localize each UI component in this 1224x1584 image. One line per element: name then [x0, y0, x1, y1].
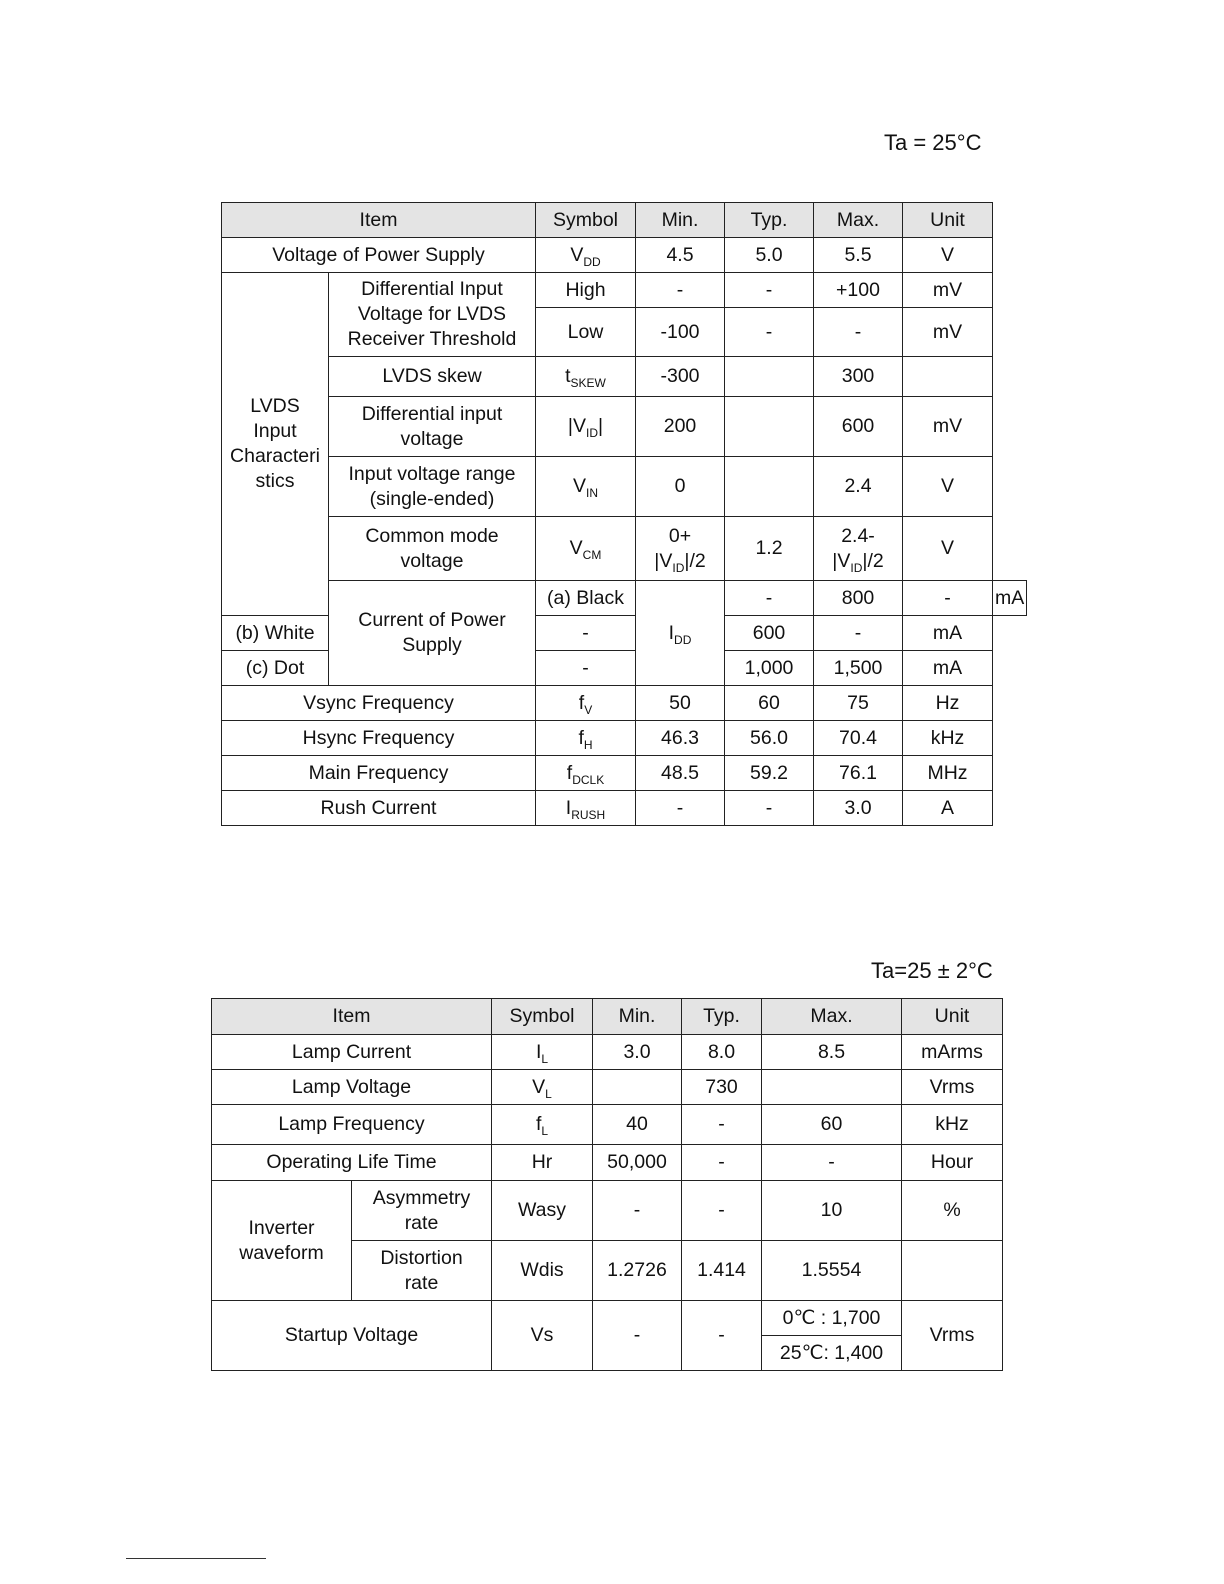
- row-symbol: $V_{DD}$: [536, 238, 636, 273]
- row-typ: -: [725, 308, 814, 357]
- row-max: 2.4- $|V_{ID}|/2$: [814, 517, 903, 581]
- row-min: -: [725, 581, 814, 616]
- row-symbol: Hr: [492, 1145, 593, 1181]
- row-unit: mA: [993, 581, 1027, 616]
- row-typ: 730: [682, 1070, 762, 1105]
- row-min: [593, 1070, 682, 1105]
- row-typ: 5.0: [725, 238, 814, 273]
- row-unit: mV: [903, 308, 993, 357]
- row-typ: [725, 397, 814, 457]
- row-min: -: [636, 791, 725, 826]
- header-row: [222, 203, 1027, 238]
- row-item: (c) Dot: [222, 651, 329, 686]
- row-item: Lamp Current: [212, 1035, 492, 1070]
- row-max: 60: [762, 1105, 902, 1145]
- row-max: 3.0: [814, 791, 903, 826]
- row-unit: mArms: [902, 1035, 1003, 1070]
- row-typ: 60: [725, 686, 814, 721]
- row-symbol: High: [536, 273, 636, 308]
- row-min: 0+ $|V_{ID}|/2$: [636, 517, 725, 581]
- header-item: Item: [212, 999, 492, 1035]
- row-item: (a) Black: [536, 581, 636, 616]
- row-unit: mA: [903, 651, 993, 686]
- row-min: -300: [636, 357, 725, 397]
- row-unit: Hour: [902, 1145, 1003, 1181]
- row-symbol: $f_H$: [536, 721, 636, 756]
- lvds-group-label: LVDS Input Characteri stics: [222, 273, 329, 616]
- row-typ: [725, 457, 814, 517]
- row-typ: 1,000: [725, 651, 814, 686]
- row-max: 1,500: [814, 651, 903, 686]
- row-typ: [725, 357, 814, 397]
- table-row: [222, 756, 1027, 791]
- row-unit: V: [903, 517, 993, 581]
- row-max: 10: [762, 1181, 902, 1241]
- row-symbol: $f_V$: [536, 686, 636, 721]
- header-symbol: Symbol: [536, 203, 636, 238]
- table-row: [222, 273, 1027, 308]
- header-typ: Typ.: [682, 999, 762, 1035]
- row-max: 76.1: [814, 756, 903, 791]
- row-symbol: $V_{CM}$: [536, 517, 636, 581]
- row-typ: 600: [725, 616, 814, 651]
- row-typ: -: [682, 1181, 762, 1241]
- row-unit: Vrms: [902, 1070, 1003, 1105]
- row-max: 70.4: [814, 721, 903, 756]
- footnote-divider: [126, 1558, 266, 1559]
- row-min: -100: [636, 308, 725, 357]
- table-row: [222, 517, 1027, 581]
- row-typ: -: [725, 273, 814, 308]
- row-symbol: $|V_{ID}|$: [536, 397, 636, 457]
- row-unit: mA: [903, 616, 993, 651]
- table-row: [212, 1105, 1003, 1145]
- row-max: -: [762, 1145, 902, 1181]
- row-item: Asymmetry rate: [352, 1181, 492, 1241]
- row-max: [762, 1070, 902, 1105]
- row-max: 2.4: [814, 457, 903, 517]
- header-unit: Unit: [902, 999, 1003, 1035]
- row-symbol: Low: [536, 308, 636, 357]
- row-symbol: $f_{DCLK}$: [536, 756, 636, 791]
- row-unit: kHz: [902, 1105, 1003, 1145]
- row-unit: Vrms: [902, 1301, 1003, 1371]
- row-max: 300: [814, 357, 903, 397]
- row-item: Main Frequency: [222, 756, 536, 791]
- table-row: [222, 686, 1027, 721]
- table-row: [222, 397, 1027, 457]
- header-item: Item: [222, 203, 536, 238]
- row-symbol: $f_L$: [492, 1105, 593, 1145]
- row-unit: V: [903, 457, 993, 517]
- row-max: 0℃ : 1,700: [762, 1301, 902, 1336]
- header-symbol: Symbol: [492, 999, 593, 1035]
- row-item: Input voltage range (single-ended): [329, 457, 536, 517]
- table-row: [212, 1145, 1003, 1181]
- row-unit: Hz: [903, 686, 993, 721]
- row-item: Distortion rate: [352, 1241, 492, 1301]
- row-item: Differential input voltage: [329, 397, 536, 457]
- row-typ: -: [682, 1105, 762, 1145]
- row-typ: -: [682, 1145, 762, 1181]
- table2-condition: Ta=25 ± 2°C: [871, 958, 993, 983]
- electrical-characteristics-table: [221, 202, 1027, 826]
- row-max: +100: [814, 273, 903, 308]
- row-typ: 800: [814, 581, 903, 616]
- row-min: 40: [593, 1105, 682, 1145]
- row-max: 75: [814, 686, 903, 721]
- row-typ: 59.2: [725, 756, 814, 791]
- header-max: Max.: [814, 203, 903, 238]
- threshold-item: Differential Input Voltage for LVDS Receiver Threshold: [329, 273, 536, 357]
- row-min: 46.3: [636, 721, 725, 756]
- row-item: Operating Life Time: [212, 1145, 492, 1181]
- row-max: 25℃: 1,400: [762, 1336, 902, 1371]
- row-typ: 56.0: [725, 721, 814, 756]
- row-typ: -: [725, 791, 814, 826]
- row-typ: 8.0: [682, 1035, 762, 1070]
- row-symbol: $V_{IN}$: [536, 457, 636, 517]
- row-min: -: [536, 651, 636, 686]
- header-typ: Typ.: [725, 203, 814, 238]
- row-min: 200: [636, 397, 725, 457]
- header-min: Min.: [593, 999, 682, 1035]
- header-unit: Unit: [903, 203, 993, 238]
- row-unit: [903, 357, 993, 397]
- table-row: [222, 357, 1027, 397]
- row-symbol: Wasy: [492, 1181, 593, 1241]
- row-unit: [902, 1241, 1003, 1301]
- row-item: Common mode voltage: [329, 517, 536, 581]
- row-item: Lamp Voltage: [212, 1070, 492, 1105]
- row-unit: V: [903, 238, 993, 273]
- row-item: Rush Current: [222, 791, 536, 826]
- table-row: [222, 238, 1027, 273]
- row-min: -: [536, 616, 636, 651]
- row-max: -: [903, 581, 993, 616]
- table-row: [212, 1181, 1003, 1241]
- row-min: 4.5: [636, 238, 725, 273]
- row-item: Startup Voltage: [212, 1301, 492, 1371]
- table-row: [222, 581, 1027, 616]
- current-group-label: Current of Power Supply: [329, 581, 536, 686]
- row-symbol: $t_{SKEW}$: [536, 357, 636, 397]
- row-unit: mV: [903, 397, 993, 457]
- row-max: 1.5554: [762, 1241, 902, 1301]
- row-min: 50: [636, 686, 725, 721]
- header-min: Min.: [636, 203, 725, 238]
- header-row: [212, 999, 1003, 1035]
- row-item: Vsync Frequency: [222, 686, 536, 721]
- header-max: Max.: [762, 999, 902, 1035]
- table-row: [222, 791, 1027, 826]
- row-unit: kHz: [903, 721, 993, 756]
- row-min: 50,000: [593, 1145, 682, 1181]
- row-item: Hsync Frequency: [222, 721, 536, 756]
- row-min: 3.0: [593, 1035, 682, 1070]
- row-max: -: [814, 308, 903, 357]
- row-min: 48.5: [636, 756, 725, 791]
- table-row: [212, 1035, 1003, 1070]
- table1-condition: Ta = 25°C: [884, 130, 982, 155]
- row-unit: mV: [903, 273, 993, 308]
- row-symbol: $I_{RUSH}$: [536, 791, 636, 826]
- row-symbol: $I_L$: [492, 1035, 593, 1070]
- row-max: 5.5: [814, 238, 903, 273]
- row-min: -: [593, 1301, 682, 1371]
- backlight-characteristics-table: [211, 998, 1003, 1371]
- table-row: [222, 457, 1027, 517]
- row-min: 0: [636, 457, 725, 517]
- row-unit: %: [902, 1181, 1003, 1241]
- row-symbol: Wdis: [492, 1241, 593, 1301]
- table-row: [222, 721, 1027, 756]
- row-max: 600: [814, 397, 903, 457]
- row-item: (b) White: [222, 616, 329, 651]
- inverter-group-label: Inverter waveform: [212, 1181, 352, 1301]
- table-row: [212, 1301, 1003, 1336]
- row-item: Lamp Frequency: [212, 1105, 492, 1145]
- row-symbol: Vs: [492, 1301, 593, 1371]
- row-typ: 1.414: [682, 1241, 762, 1301]
- row-unit: A: [903, 791, 993, 826]
- idd-symbol: $I_{DD}$: [636, 581, 725, 686]
- row-min: -: [593, 1181, 682, 1241]
- row-typ: 1.2: [725, 517, 814, 581]
- row-min: 1.2726: [593, 1241, 682, 1301]
- row-max: 8.5: [762, 1035, 902, 1070]
- table-row: [212, 1070, 1003, 1105]
- row-item: Voltage of Power Supply: [222, 238, 536, 273]
- row-max: -: [814, 616, 903, 651]
- row-min: -: [636, 273, 725, 308]
- row-unit: MHz: [903, 756, 993, 791]
- row-symbol: $V_L$: [492, 1070, 593, 1105]
- row-typ: -: [682, 1301, 762, 1371]
- row-item: LVDS skew: [329, 357, 536, 397]
